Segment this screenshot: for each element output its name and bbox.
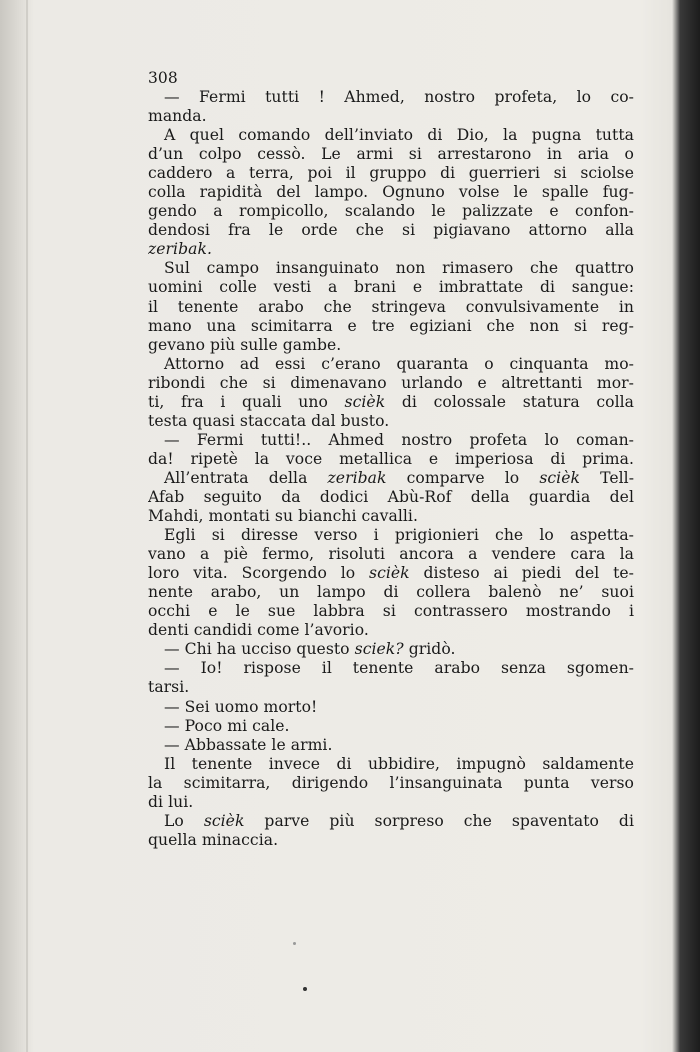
line-text: disteso ai piedi del te- [409, 564, 634, 583]
text-line [148, 126, 634, 145]
text-line [148, 678, 634, 697]
line-text: vano a piè fermo, risoluti ancora a vendere cara la [148, 545, 634, 564]
line-text: denti candidi come l’avorio. [148, 621, 369, 640]
line-text: — Fermi tutti ! Ahmed, nostro profeta, lo co- [164, 88, 634, 106]
line-text: Attorno ad essi c’erano quaranta o cinquanta mo- [164, 354, 634, 373]
line-text: — Poco mi cale. [164, 716, 290, 735]
text-line [148, 812, 634, 831]
italic-word: sciek? [354, 640, 404, 659]
text-line [148, 450, 634, 469]
line-text: d’un colpo cessò. Le armi si arrestarono in aria o [148, 145, 634, 164]
line-text: loro vita. Scorgendo lo [148, 564, 370, 583]
text-line [148, 412, 634, 431]
line-text: uomini colle vesti a brani e imbrattate di sangue: [148, 278, 634, 297]
text-line [148, 374, 634, 393]
text-line [148, 221, 634, 240]
page-number: 308 [148, 69, 178, 87]
text-line [148, 621, 634, 640]
line-text: gridò. [403, 640, 456, 659]
text-line [148, 240, 634, 259]
text-line [148, 317, 634, 336]
text-line [148, 774, 634, 793]
line-text: ribondi che si dimenavano urlando e altrettanti mor- [148, 373, 634, 392]
line-text: — Io! rispose il tenente arabo senza sgomen- [164, 659, 634, 678]
text-line [148, 393, 634, 412]
line-text: gendo a rompicollo, scalando le palizzate e confon- [148, 202, 634, 221]
line-text: All’entrata della [164, 468, 328, 487]
line-text: quella minaccia. [148, 830, 279, 849]
italic-word: scièk [369, 564, 410, 583]
line-text: Afab seguito da dodici Abù-Rof della guardia del [148, 487, 634, 506]
line-text: da! ripetè la voce metallica e imperiosa di prima. [148, 449, 634, 468]
text-line [148, 526, 634, 545]
text-line [148, 545, 634, 564]
line-text: mano una scimitarra e tre egiziani che non si reg- [148, 316, 634, 335]
text-line [148, 145, 634, 164]
text-line [148, 107, 634, 126]
ink-speck [303, 987, 307, 991]
line-text: di lui. [148, 792, 194, 811]
text-line [148, 755, 634, 774]
italic-word: scièk [539, 468, 580, 487]
text-line [148, 698, 634, 717]
ink-speck [293, 942, 296, 945]
text-line [148, 831, 634, 850]
text-line [148, 88, 634, 107]
italic-word: scièk [344, 392, 386, 411]
line-text: il tenente arabo che stringeva convulsivamente in [148, 297, 634, 316]
line-text: — Chi ha ucciso questo [164, 640, 355, 659]
text-line [148, 736, 634, 755]
text-line [148, 259, 634, 278]
text-lines [148, 88, 634, 850]
line-text: Egli si diresse verso i prigionieri che lo aspetta- [164, 526, 634, 545]
text-line [148, 336, 634, 355]
page-gutter [26, 0, 28, 1052]
text-line [148, 298, 634, 317]
italic-word: zeribak [327, 468, 387, 487]
line-text: — Fermi tutti!.. Ahmed nostro profeta lo coman- [164, 430, 634, 449]
line-text: caddero a terra, poi il gruppo di guerrieri si sciolse [148, 164, 634, 183]
line-text: Sul campo insanguinato non rimasero che quattro [164, 259, 634, 278]
text-line [148, 469, 634, 488]
text-line [148, 278, 634, 297]
line-text: tarsi. [148, 678, 190, 697]
text-line [148, 583, 634, 602]
line-text: dendosi fra le orde che si pigiavano attorno alla [148, 221, 634, 240]
line-text: di colossale statura colla [385, 392, 634, 411]
line-text: nente arabo, un lampo di collera balenò ne’ suoi [148, 583, 634, 602]
line-text: Lo [164, 811, 204, 830]
line-text: la scimitarra, dirigendo l’insanguinata punta verso [148, 773, 634, 792]
body-text [148, 68, 634, 850]
text-line [148, 659, 634, 678]
text-line [148, 431, 634, 450]
line-text: Tell- [580, 468, 634, 487]
line-text: Il tenente invece di ubbidire, impugnò saldamente [164, 754, 634, 773]
text-line [148, 564, 634, 583]
text-line [148, 793, 634, 812]
text-line [148, 202, 634, 221]
line-text: — Sei uomo morto! [164, 697, 318, 716]
text-line [148, 183, 634, 202]
text-line [148, 640, 634, 659]
text-line [148, 602, 634, 621]
text-line [148, 355, 634, 374]
line-text: gevano più sulle gambe. [148, 335, 342, 354]
text-line [148, 164, 634, 183]
line-text: colla rapidità del lampo. Ognuno volse le spalle fug- [148, 183, 634, 202]
line-text: parve più sorpreso che spaventato di [244, 811, 634, 830]
text-line [148, 717, 634, 736]
italic-word: scièk [203, 811, 245, 830]
line-text: ti, fra i quali uno [148, 392, 345, 411]
line-text: — Abbassate le armi. [164, 735, 333, 754]
text-line [148, 507, 634, 526]
line-text: A quel comando dell’inviato di Dio, la pugna tutta [164, 126, 634, 145]
line-text: comparve lo [386, 468, 540, 487]
line-text: occhi e le sue labbra si contrassero mostrando i [148, 602, 634, 621]
italic-word: zeribak. [148, 240, 212, 259]
line-text: testa quasi staccata dal busto. [148, 411, 390, 430]
text-line [148, 488, 634, 507]
line-text: Mahdi, montati su bianchi cavalli. [148, 507, 418, 526]
line-text: manda. [148, 107, 207, 126]
